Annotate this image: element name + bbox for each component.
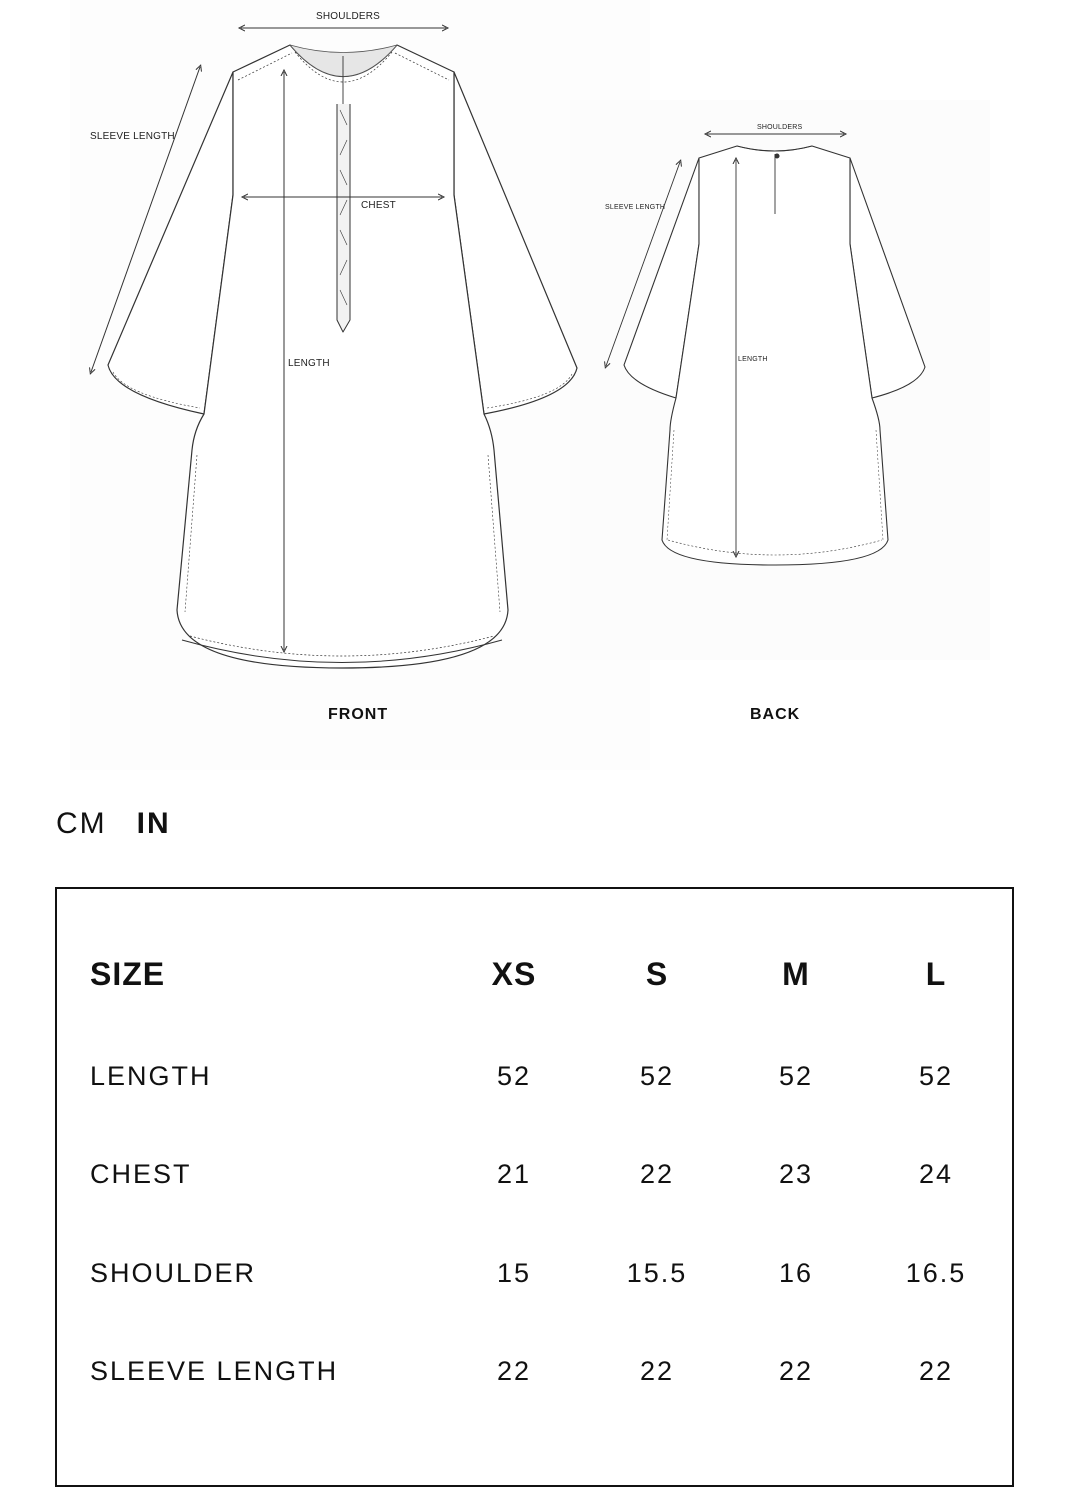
front-length-label: LENGTH	[288, 358, 330, 369]
table-cell: 52	[918, 1061, 954, 1091]
back-length-label: LENGTH	[738, 356, 768, 363]
back-view-label: BACK	[750, 706, 801, 723]
header-size-xs: XS	[491, 956, 537, 992]
table-cell: 52	[639, 1061, 675, 1091]
back-garment	[624, 146, 925, 565]
table-cell: 22	[639, 1356, 675, 1386]
front-chest-label: CHEST	[361, 200, 396, 211]
table-row	[57, 1149, 1012, 1199]
table-row	[57, 1346, 1012, 1396]
header-size-s: S	[645, 956, 669, 992]
header-size-l: L	[925, 956, 947, 992]
table-cell: 52	[496, 1061, 532, 1091]
front-view-label: FRONT	[328, 706, 389, 723]
table-cell: 22	[496, 1356, 532, 1386]
front-sleeve-length-label: SLEEVE LENGTH	[90, 131, 175, 142]
table-cell: 22	[778, 1356, 814, 1386]
front-garment	[108, 45, 577, 668]
table-cell: 52	[778, 1061, 814, 1091]
row-label-chest: CHEST	[90, 1159, 192, 1189]
row-label-sleeve-length: SLEEVE LENGTH	[90, 1356, 339, 1386]
table-cell: 23	[778, 1159, 814, 1189]
back-shoulders-label: SHOULDERS	[757, 124, 803, 131]
table-cell: 15	[496, 1258, 532, 1288]
table-cell: 15.5	[626, 1258, 688, 1288]
row-label-shoulder: SHOULDER	[90, 1258, 257, 1288]
table-cell: 16	[778, 1258, 814, 1288]
unit-cm-button[interactable]: CM	[56, 807, 107, 840]
header-size-m: M	[782, 956, 810, 992]
table-cell: 21	[496, 1159, 532, 1189]
size-chart-table	[55, 887, 1014, 1487]
back-sleeve-length-label: SLEEVE LENGTH	[605, 204, 666, 211]
table-row	[57, 1051, 1012, 1101]
table-cell: 22	[918, 1356, 954, 1386]
unit-toggle	[56, 804, 171, 844]
table-row	[57, 1248, 1012, 1298]
header-size-label: SIZE	[90, 956, 166, 992]
table-cell: 22	[639, 1159, 675, 1189]
table-header-row	[57, 949, 1012, 999]
unit-in-button[interactable]: IN	[136, 807, 171, 840]
front-shoulders-label: SHOULDERS	[316, 11, 381, 22]
row-label-length: LENGTH	[90, 1061, 212, 1091]
table-cell: 24	[918, 1159, 954, 1189]
table-cell: 16.5	[905, 1258, 967, 1288]
